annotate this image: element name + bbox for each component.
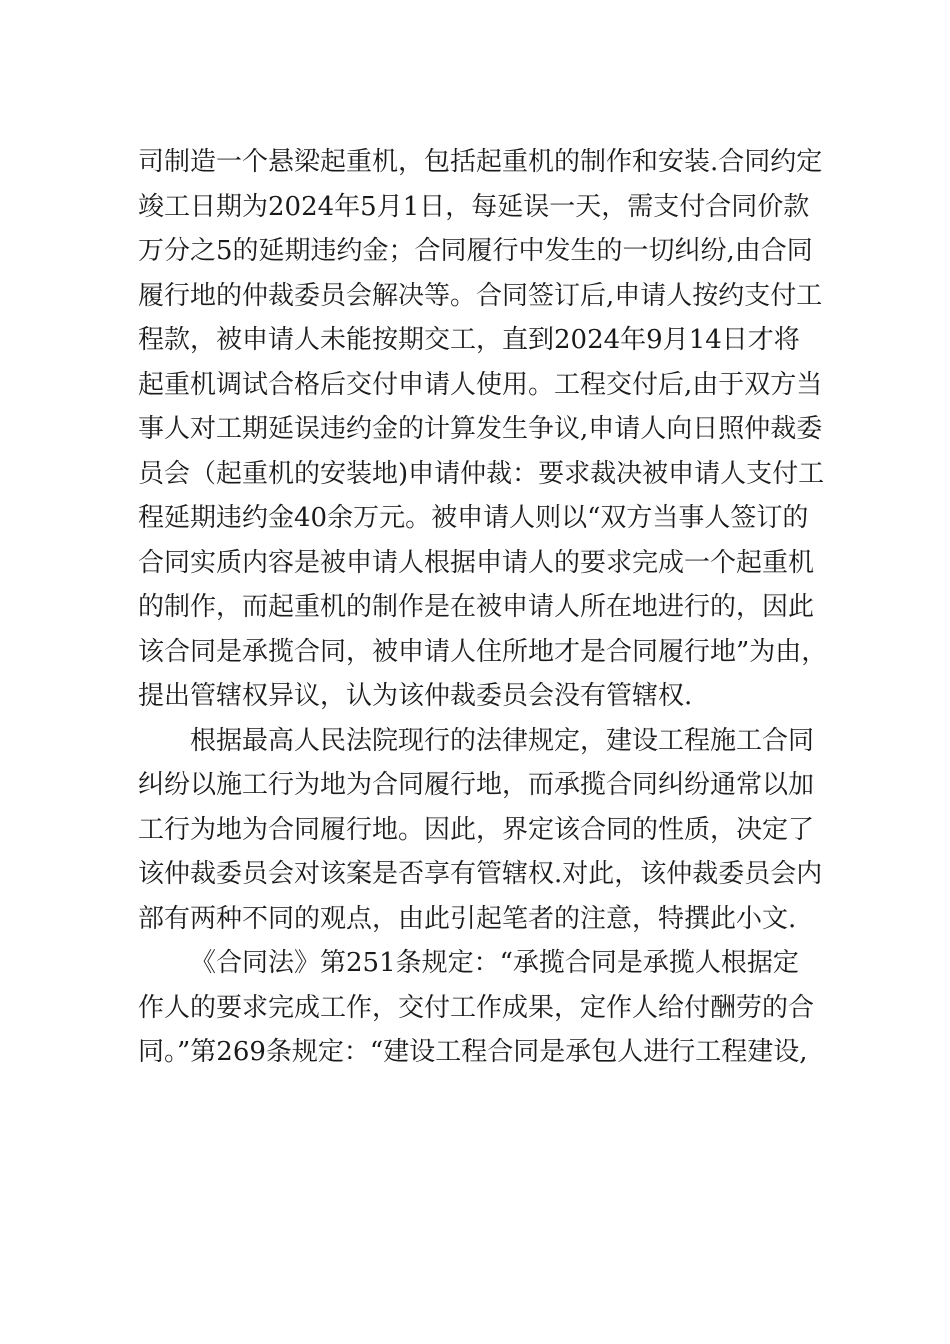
text-line: 竣工日期为2024年5月1日，每延误一天，需支付合同价款 <box>138 191 810 222</box>
paragraph-first-line: 根据最高人民法院现行的法律规定，建设工程施工合同 <box>190 725 815 756</box>
text-line: 该合同是承揽合同，被申请人住所地才是合同履行地”为由， <box>138 636 828 667</box>
text-line: 司制造一个悬梁起重机，包括起重机的制作和安装.合同约定 <box>138 147 823 177</box>
text-line: 程延期违约金40余万元。被申请人则以“双方当事人签订的 <box>138 503 809 533</box>
text-line: 程款，被申请人未能按期交工，直到2024年9月14日才将 <box>138 325 800 355</box>
text-line: 履行地的仲裁委员会解决等。合同签订后,申请人按约支付工 <box>138 280 823 311</box>
text-line: 作人的要求完成工作，交付工作成果，定作人给付酬劳的合 <box>138 992 815 1023</box>
text-line: 万分之5的延期违约金；合同履行中发生的一切纠纷,由合同 <box>138 236 813 266</box>
text-line: 部有两种不同的观点，由此引起笔者的注意，特撰此小文. <box>138 903 797 934</box>
text-line: 该仲裁委员会对该案是否享有管辖权.对此，该仲裁委员会内 <box>138 859 823 889</box>
paragraph-first-line: 《合同法》第251条规定：“承揽合同是承揽人根据定 <box>190 948 799 978</box>
body-text <box>138 140 828 1075</box>
text-line: 纠纷以施工行为地为合同履行地，而承揽合同纠纷通常以加 <box>138 770 815 800</box>
text-line: 事人对工期延误违约金的计算发生争议,申请人向日照仲裁委 <box>138 414 823 444</box>
text-line: 起重机调试合格后交付申请人使用。工程交付后,由于双方当 <box>138 369 823 400</box>
text-line: 工行为地为合同履行地。因此，界定该合同的性质，决定了 <box>138 814 815 845</box>
text-line: 同。”第269条规定：“建设工程合同是承包人进行工程建设, <box>138 1037 808 1067</box>
text-line: 的制作，而起重机的制作是在被申请人所在地进行的，因此 <box>138 592 815 622</box>
text-line: 员会（起重机的安装地)申请仲裁：要求裁决被申请人支付工 <box>138 458 825 489</box>
text-line: 合同实质内容是被申请人根据申请人的要求完成一个起重机 <box>138 547 815 578</box>
text-line: 提出管辖权异议，认为该仲裁委员会没有管辖权. <box>138 681 693 711</box>
